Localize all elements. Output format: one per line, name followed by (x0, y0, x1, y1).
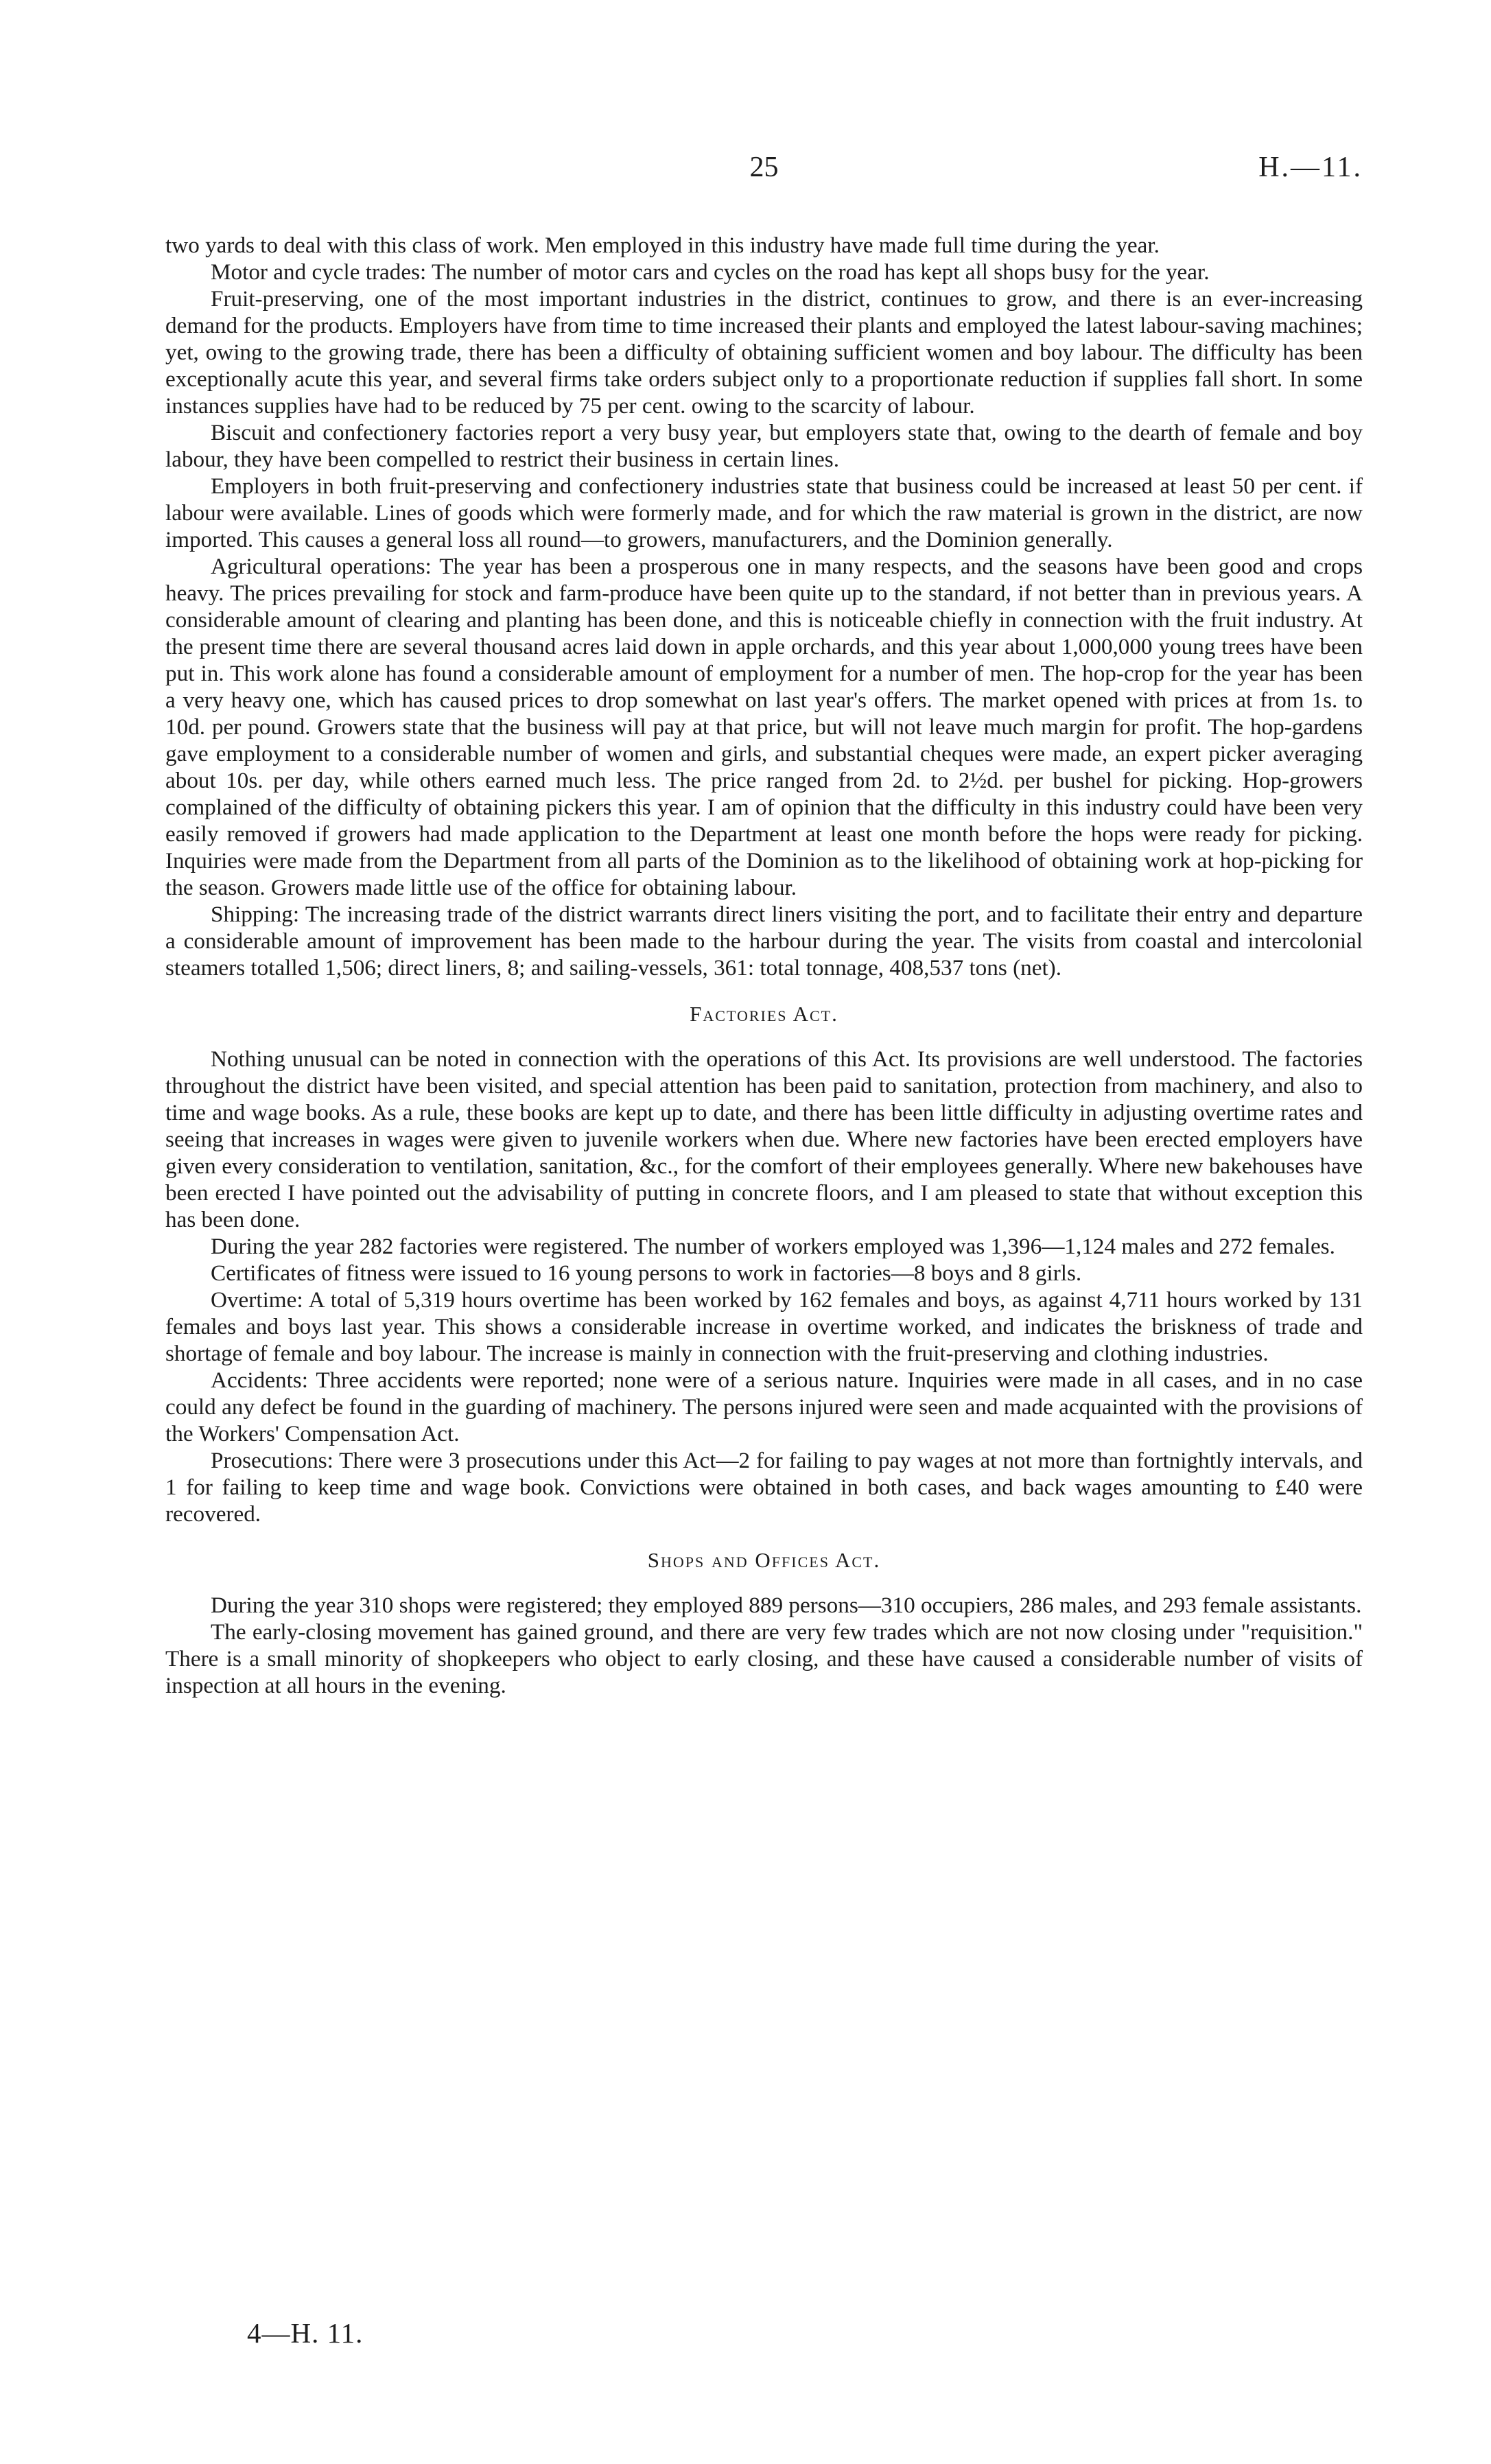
paragraph: Agricultural operations: The year has been a prosperous one in many respects, and the seasons have been good and crops heavy. The prices prevailing for stock and farm-produce have been quite up to the standard, if not better than in previous years. A considerable amount of clearing and planting has been done, and this is noticeable chiefly in connection with the fruit industry. At the present time there are several thousand acres laid down in apple orchards, and this year about 1,000,000 young trees have been put in. This work alone has found a considerable amount of employment for a number of men. The hop-crop for the year has been a very heavy one, which has caused prices to drop somewhat on last year's offers. The market opened with prices at from 1s. to 10d. per pound. Growers state that the business will pay at that price, but will not leave much margin for profit. The hop-gardens gave employment to a considerable number of women and girls, and substantial cheques were made, an expert picker averaging about 10s. per day, while others earned much less. The price ranged from 2d. to 2½d. per bushel for picking. Hop-growers complained of the difficulty of obtaining pickers this year. I am of opinion that the difficulty in this industry could have been very easily removed if growers had made application to the Department at least one month before the hops were ready for picking. Inquiries were made from the Department from all parts of the Dominion as to the likelihood of obtaining work at hop-picking for the season. Growers made little use of the office for obtaining labour. (165, 554, 1363, 900)
section-heading-factories-act: Factories Act. (690, 1002, 838, 1026)
paragraph: During the year 282 factories were registered. The number of workers employed was 1,396—1,124 males and 272 females. (211, 1234, 1335, 1259)
document-reference: H.—11. (1258, 152, 1363, 183)
paragraph: two yards to deal with this class of work. Men employed in this industry have made full time during the year. (165, 233, 1160, 258)
paragraph: During the year 310 shops were registered; they employed 889 persons—310 occupiers, 286 males, and 293 female assistants. (211, 1593, 1362, 1618)
paragraph: Shipping: The increasing trade of the district warrants direct liners visiting the port, and to facilitate their entry and departure a considerable amount of improvement has been made to the harbour during the year. The visits from coastal and intercolonial steamers totalled 1,506; direct liners, 8; and sailing-vessels, 361: total tonnage, 408,537 tons (net). (165, 902, 1363, 981)
body-text (165, 232, 1363, 1699)
paragraph: Biscuit and confectionery factories report a very busy year, but employers state that, owing to the dearth of female and boy labour, they have been compelled to restrict their business in certain lines. (165, 420, 1363, 472)
page-footer-signature: 4—H. 11. (247, 2317, 364, 2349)
section-heading-shops-and-offices-act: Shops and Offices Act. (647, 1548, 881, 1572)
paragraph: Fruit-preserving, one of the most important industries in the district, continues to grow, and there is an ever-increasing demand for the products. Employers have from time to time increased their plants and employed the latest labour-saving machines; yet, owing to the growing trade, there has been a difficulty of obtaining sufficient women and boy labour. The difficulty has been exceptionally acute this year, and several firms take orders subject only to a proportionate reduction if supplies fall short. In some instances supplies have had to be reduced by 75 per cent. owing to the scarcity of labour. (165, 286, 1363, 419)
paragraph: Employers in both fruit-preserving and confectionery industries state that business could be increased at least 50 per cent. if labour were available. Lines of goods which were formerly made, and for which the raw material is grown in the district, are now imported. This causes a general loss all round—to growers, manufacturers, and the Dominion generally. (165, 473, 1363, 552)
paragraph: Accidents: Three accidents were reported; none were of a serious nature. Inquiries were made in all cases, and in no case could any defect be found in the guarding of machinery. The persons injured were seen and made acquainted with the provisions of the Workers' Compensation Act. (165, 1368, 1363, 1446)
paragraph: Overtime: A total of 5,319 hours overtime has been worked by 162 females and boys, as against 4,711 hours worked by 131 females and boys last year. This shows a considerable increase in overtime worked, and indicates the briskness of trade and shortage of female and boy labour. The increase is mainly in connection with the fruit-preserving and clothing industries. (165, 1287, 1363, 1366)
paragraph: Nothing unusual can be noted in connection with the operations of this Act. Its provisions are well understood. The factories throughout the district have been visited, and special attention has been paid to sanitation, protection from machinery, and also to time and wage books. As a rule, these books are kept up to date, and there has been little difficulty in adjusting overtime rates and seeing that increases in wages were given to juvenile workers when due. Where new factories have been erected employers have given every consideration to ventilation, sanitation, &c., for the comfort of their employees generally. Where new bakehouses have been erected I have pointed out the advisability of putting in concrete floors, and I am pleased to state that without exception this has been done. (165, 1046, 1363, 1232)
paragraph: Prosecutions: There were 3 prosecutions under this Act—2 for failing to pay wages at not more than fortnightly intervals, and 1 for failing to keep time and wage book. Convictions were obtained in both cases, and back wages amounting to £40 were recovered. (165, 1448, 1363, 1527)
paragraph: The early-closing movement has gained ground, and there are very few trades which are not now closing under "requisition." There is a small minority of shopkeepers who object to early closing, and these have caused a considerable number of visits of inspection at all hours in the evening. (165, 1619, 1363, 1698)
paragraph: Motor and cycle trades: The number of motor cars and cycles on the road has kept all shops busy for the year. (211, 259, 1210, 285)
paragraph: Certificates of fitness were issued to 16 young persons to work in factories—8 boys and 8 girls. (211, 1260, 1082, 1286)
page-header (165, 151, 1363, 192)
page-number: 25 (749, 152, 779, 183)
